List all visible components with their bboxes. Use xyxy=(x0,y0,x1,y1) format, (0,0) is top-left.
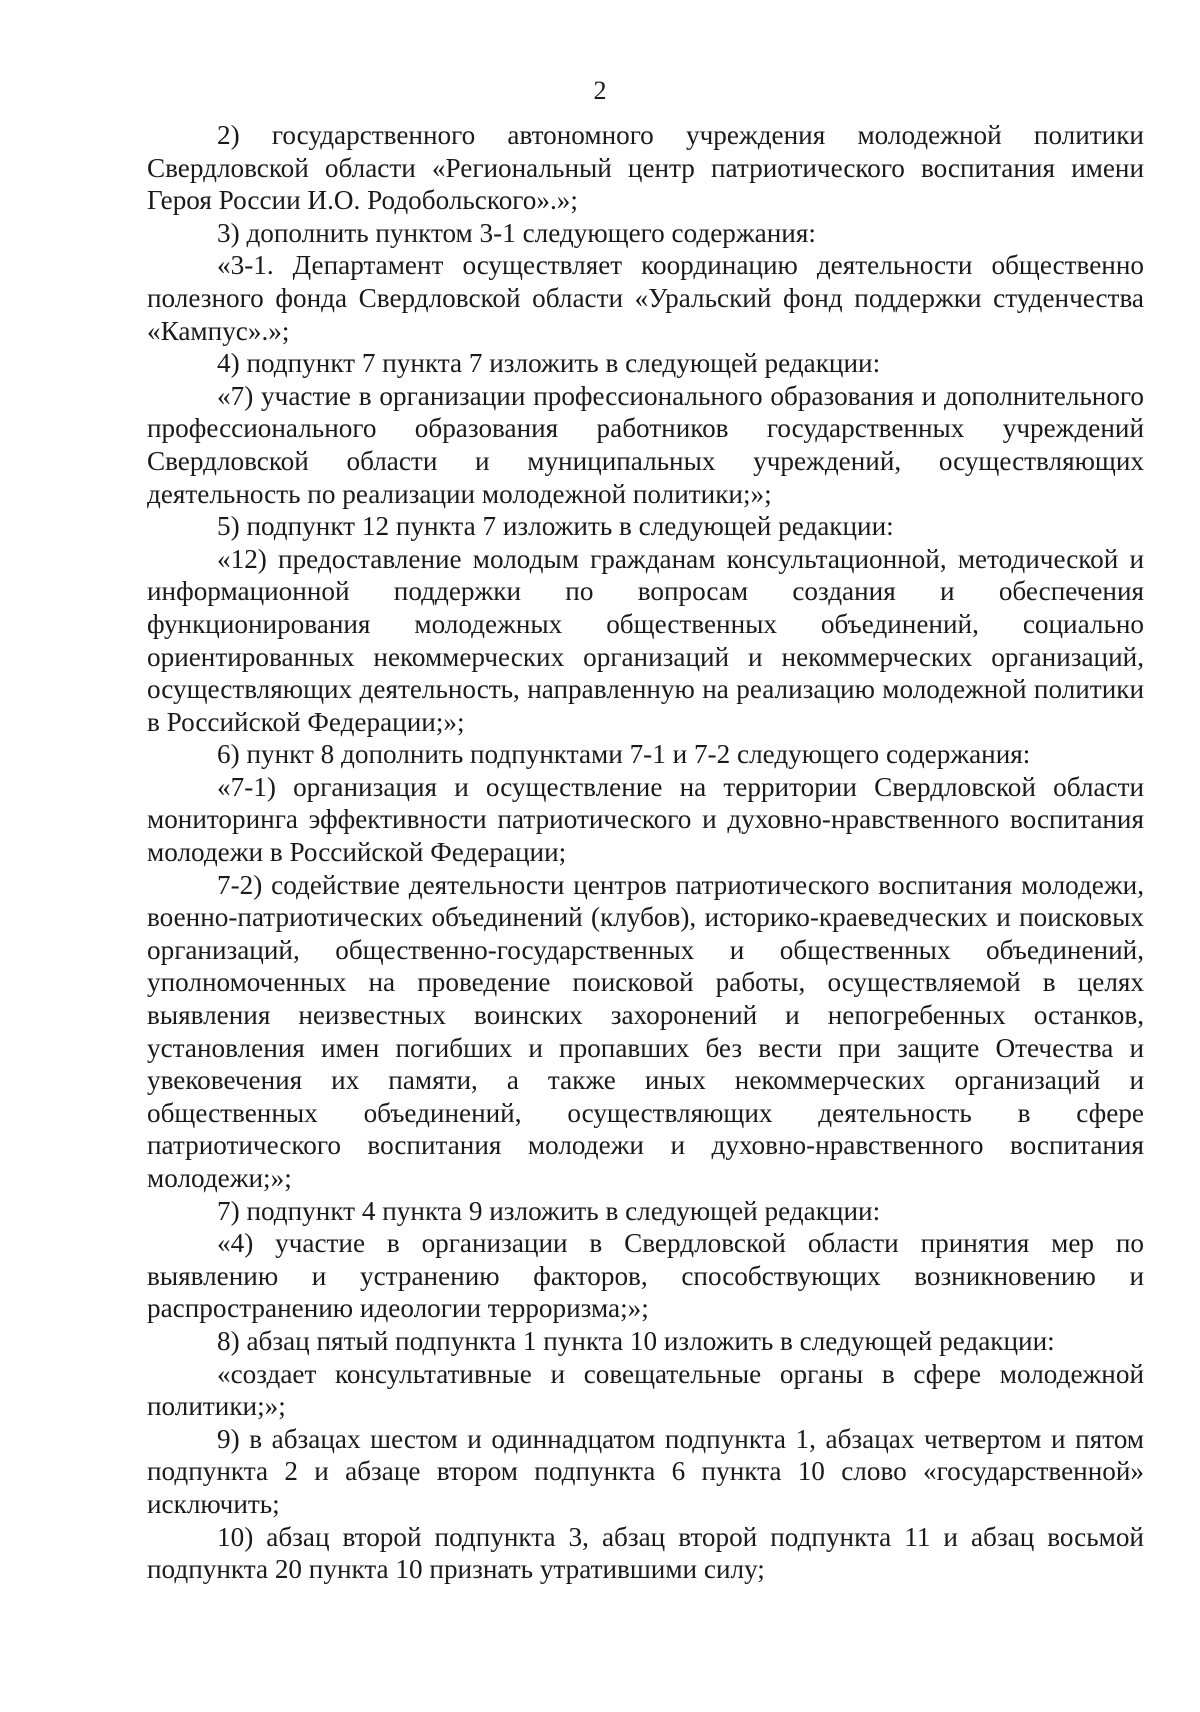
paragraph-item-2: 2) государственного автономного учреждения молодежной политики Свердловской области «Региональный центр патриотического воспитания имени Героя России И.О. Родобольского».»; xyxy=(147,120,1144,216)
document-body xyxy=(147,119,1144,1586)
paragraph-quote-7-1: «7-1) организация и осуществление на территории Свердловской области мониторинга эффективности патриотического и духовно-нравственного воспитания молодежи в Российской Федерации; xyxy=(147,771,1144,868)
paragraph-quote-organs: «создает консультативные и совещательные органы в сфере молодежной политики;»; xyxy=(147,1358,1144,1422)
paragraph-item-9: 9) в абзацах шестом и одиннадцатом подпункта 1, абзацах четвертом и пятом подпункта 2 и абзаце втором подпункта 6 пункта 10 слово «государственной» исключить; xyxy=(147,1423,1144,1519)
paragraph-quote-7-2: 7-2) содействие деятельности центров патриотического воспитания молодежи, военно-патриотических объединений (клубов), историко-краеведческих и поисковых организаций, общественно-государственных и общественных объединений, уполномоченных на проведение поисковой работы, осуществляемой в целях выявления неизвестных воинских захоронений и непогребенных останков, установления имен погибших и пропавших без вести при защите Отечества и увековечения их памяти, а также иных некоммерческих организаций и общественных объединений, осуществляющих деятельность в сфере патриотического воспитания молодежи и духовно-нравственного воспитания молодежи;»; xyxy=(147,869,1144,1193)
paragraph-quote-3-1: «3-1. Департамент осуществляет координацию деятельности общественно полезного фонда Свердловской области «Уральский фонд поддержки студенчества «Кампус».»; xyxy=(147,250,1144,346)
paragraph-item-7: 7) подпункт 4 пункта 9 изложить в следующей редакции: xyxy=(217,1195,881,1226)
paragraph-item-5: 5) подпункт 12 пункта 7 изложить в следующей редакции: xyxy=(217,511,894,542)
paragraph-item-6: 6) пункт 8 дополнить подпунктами 7-1 и 7-2 следующего содержания: xyxy=(217,739,1031,770)
paragraph-item-10: 10) абзац второй подпункта 3, абзац второй подпункта 11 и абзац восьмой подпункта 20 пункта 10 признать утратившими силу; xyxy=(147,1521,1144,1585)
paragraph-quote-4: «4) участие в организации в Свердловской области принятия мер по выявлению и устранению факторов, способствующих возникновению и распространению идеологии терроризма;»; xyxy=(147,1228,1144,1324)
paragraph-quote-12: «12) предоставление молодым гражданам консультационной, методической и информационной поддержки по вопросам создания и обеспечения функционирования молодежных общественных объединений, социально ориентированных некоммерческих организаций и некоммерческих организаций, осуществляющих деятельность, направленную на реализацию молодежной политики в Российской Федерации;»; xyxy=(147,543,1144,737)
paragraph-quote-7: «7) участие в организации профессионального образования и дополнительного профессионального образования работников государственных учреждений Свердловской области и муниципальных учреждений, осуществляющих деятельность по реализации молодежной политики;»; xyxy=(147,380,1144,509)
paragraph-item-4: 4) подпункт 7 пункта 7 изложить в следующей редакции: xyxy=(217,348,881,379)
paragraph-item-3: 3) дополнить пунктом 3-1 следующего содержания: xyxy=(217,217,816,248)
paragraph-item-8: 8) абзац пятый подпункта 1 пункта 10 изложить в следующей редакции: xyxy=(217,1325,1055,1356)
page-number: 2 xyxy=(593,76,607,105)
